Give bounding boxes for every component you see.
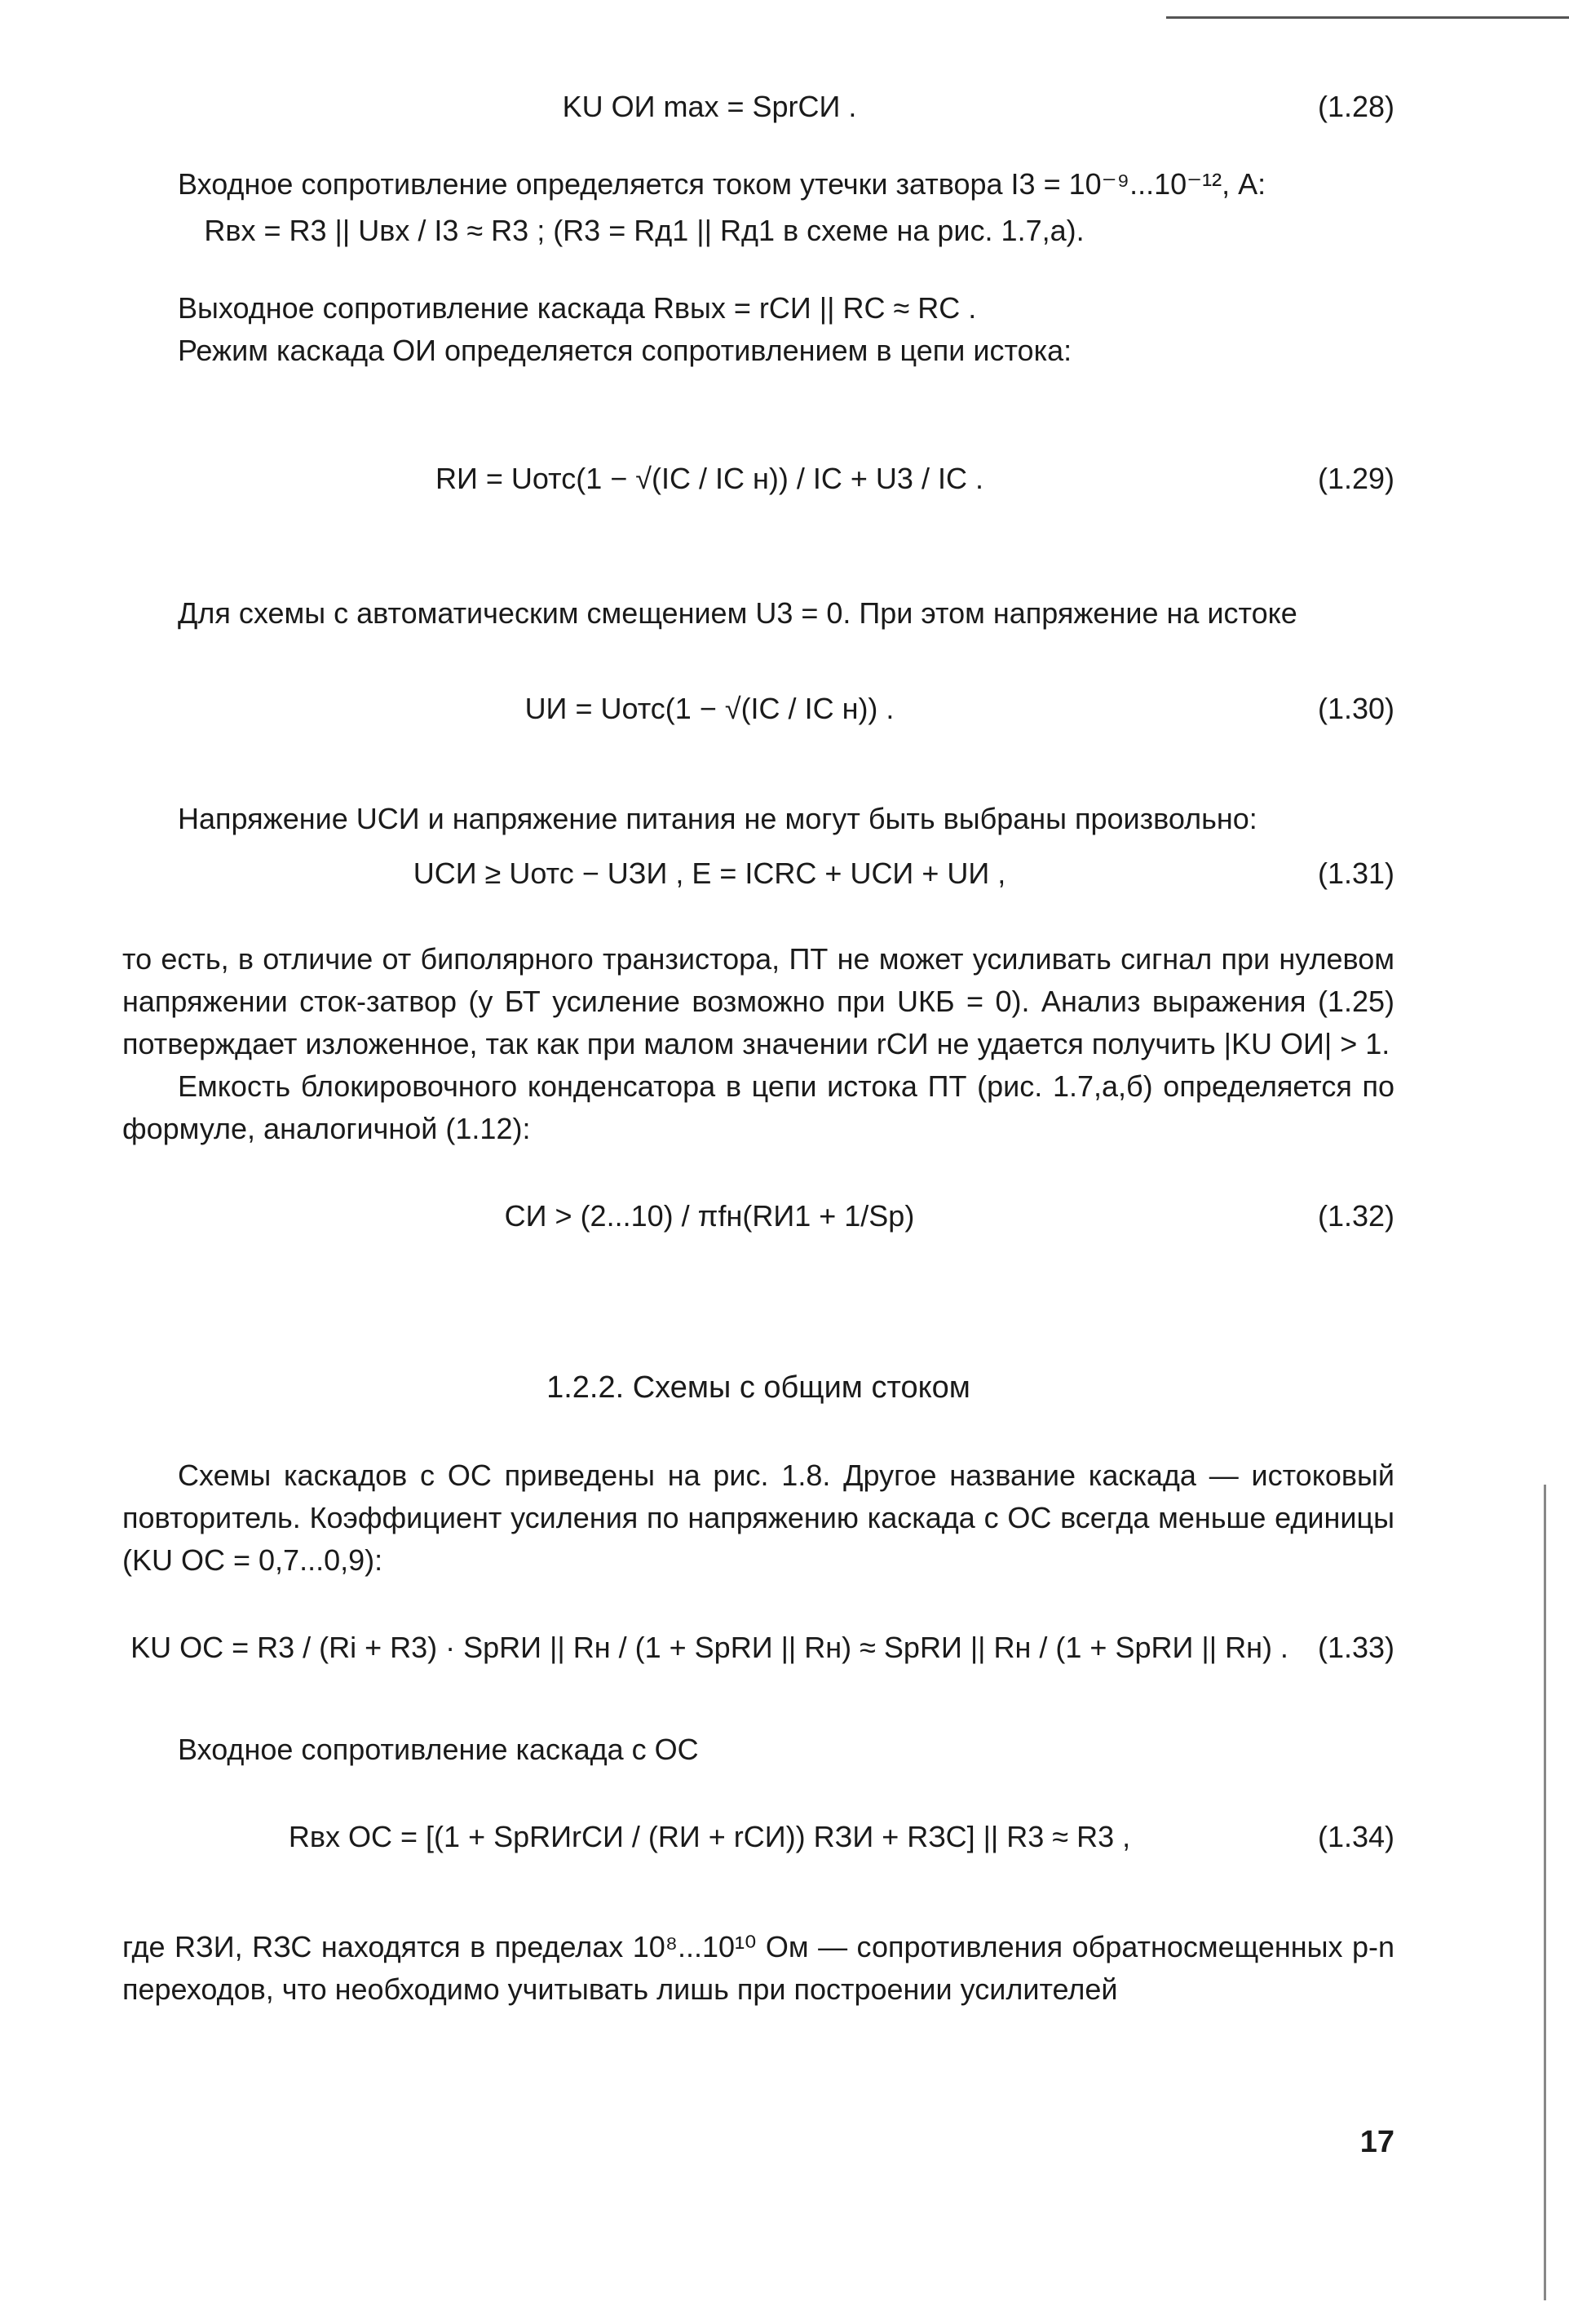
paragraph-input-resistance: Входное сопротивление определяется током утечки затвора I3 = 10⁻⁹...10⁻¹², А: [178, 167, 1266, 201]
equation-1-32 [122, 1175, 1394, 1313]
equation-1-33 [122, 1606, 1394, 1729]
equation-1-31-number: (1.31) [1317, 857, 1394, 890]
equation-1-28-number: (1.28) [1317, 90, 1394, 123]
equation-1-30-number: (1.30) [1317, 692, 1394, 725]
right-margin-rule [1544, 1485, 1546, 2300]
paragraph-common-drain: Схемы каскадов с ОС приведены на рис. 1.8. Другое название каскада — истоковый повторитель. Коэффициент усиления по напряжению каскада с ОС всегда меньше единицы (KU ОС = 0,7...0,9): [122, 1459, 1394, 1577]
equation-1-29-number: (1.29) [1317, 462, 1394, 495]
page-body [122, 90, 1394, 2011]
equation-1-33-text: KU ОС = R3 / (Ri + R3) · SрRИ || Rн / (1 + SрRИ || Rн) ≈ SрRИ || Rн / (1 + SрRИ || Rн) . [130, 1631, 1288, 1664]
equation-1-29-text: RИ = Uотс(1 − √(IС / IС н)) / IС + U3 / IС . [435, 462, 983, 495]
paragraph-bipolar-comparison: то есть, в отличие от биполярного транзистора, ПТ не может усиливать сигнал при нулевом напряжении сток-затвор (у БТ усиление возможно при UКБ = 0). Анализ выражения (1.25) потверждает изложенное, так как при малом значении rСИ не удается получить |KU ОИ| > 1. [122, 942, 1394, 1060]
paragraph-output-resistance: Выходное сопротивление каскада Rвых = rСИ || RС ≈ RС . [178, 291, 977, 325]
equation-1-31-text: UСИ ≥ Uотс − UЗИ , E = IСRС + UСИ + UИ , [413, 857, 1006, 890]
equation-1-29 [122, 405, 1394, 592]
equation-1-33-number: (1.33) [1317, 1631, 1394, 1664]
paragraph-junctions: где RЗИ, RЗС находятся в пределах 10⁸...10¹⁰ Ом — сопротивления обратносмещенных p-n переходов, что необходимо учитывать лишь при построении усилителей [122, 1930, 1394, 2006]
equation-1-30 [122, 659, 1394, 781]
equation-rin-text: Rвх = R3 || Uвх / I3 ≈ R3 ; (R3 = Rд1 || Rд1 в схеме на рис. 1.7,а). [204, 214, 1085, 247]
paragraph-voltage: Напряжение UСИ и напряжение питания не могут быть выбраны произвольно: [178, 802, 1257, 835]
top-rule [1166, 16, 1569, 19]
paragraph-auto-bias: Для схемы с автоматическим смещением U3 = 0. При этом напряжение на истоке [178, 596, 1297, 630]
equation-rin [122, 214, 1394, 287]
paragraph-capacitor: Емкость блокировочного конденсатора в цепи истока ПТ (рис. 1.7,а,б) определяется по формуле, аналогичной (1.12): [122, 1069, 1394, 1145]
equation-1-28 [122, 90, 1394, 163]
paragraph-input-resistance-oc: Входное сопротивление каскада с ОС [178, 1733, 699, 1766]
paragraph-mode: Режим каскада ОИ определяется сопротивлением в цепи истока: [178, 334, 1072, 367]
page-number: 17 [1359, 2125, 1394, 2159]
equation-1-31 [122, 857, 1394, 938]
section-heading: 1.2.2. Схемы с общим стоком [546, 1370, 970, 1405]
equation-1-34 [122, 1795, 1394, 1910]
equation-1-32-number: (1.32) [1317, 1199, 1394, 1233]
equation-1-32-text: CИ > (2...10) / πfн(RИ1 + 1/Sр) [504, 1199, 915, 1233]
equation-1-28-text: KU ОИ max = SрrСИ . [562, 90, 857, 123]
equation-1-34-number: (1.34) [1317, 1820, 1394, 1853]
equation-1-34-text: Rвх ОС = [(1 + SрRИrСИ / (RИ + rСИ)) RЗИ + RЗС] || R3 ≈ R3 , [288, 1820, 1131, 1853]
equation-1-30-text: UИ = Uотс(1 − √(IС / IС н)) . [524, 692, 895, 725]
